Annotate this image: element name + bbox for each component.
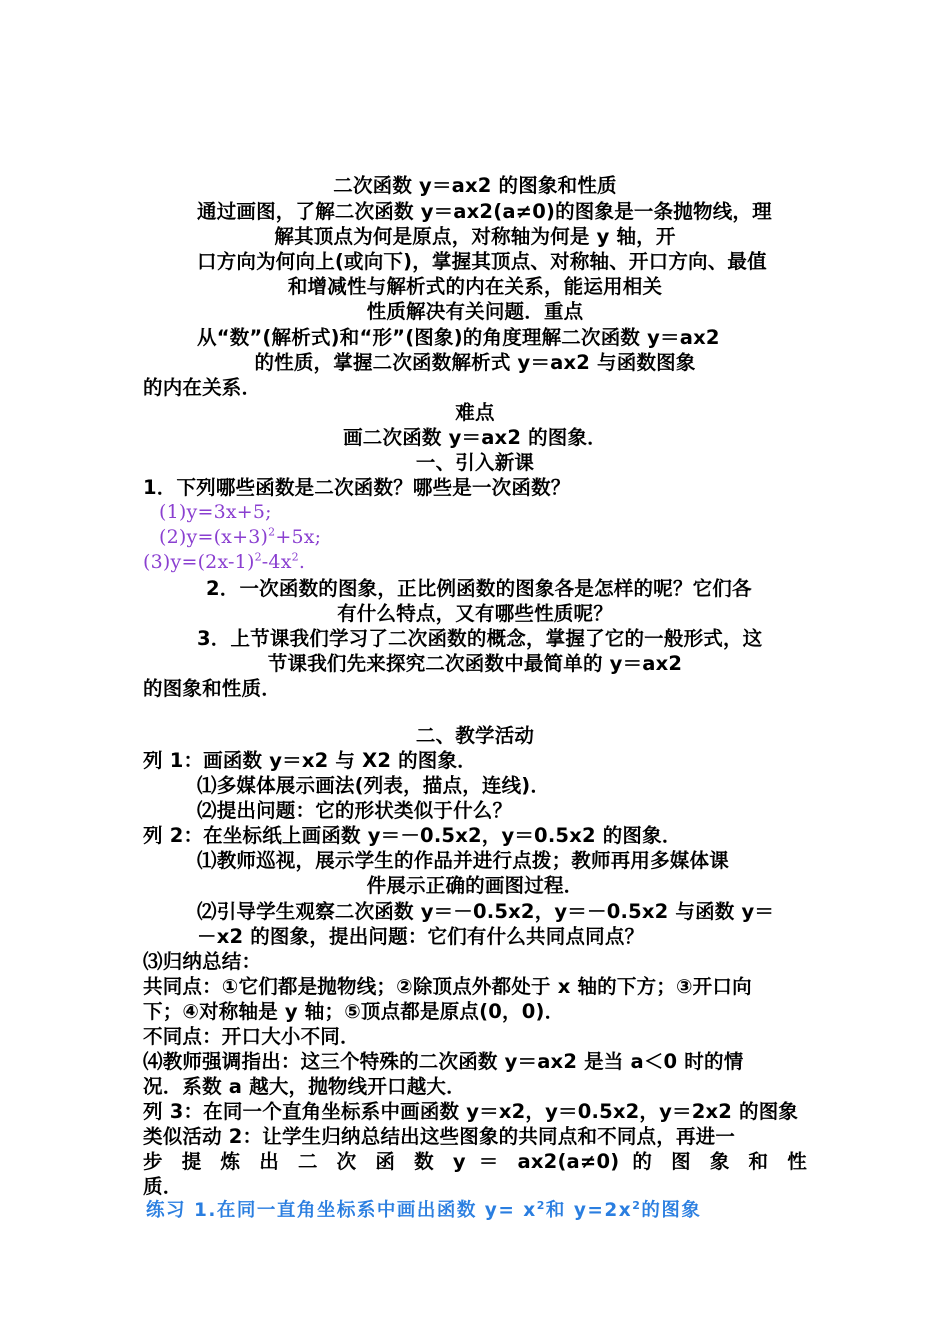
question-3-line-1: 3．上节课我们学习了二次函数的概念，掌握了它的一般形式，这 (197, 627, 763, 650)
question-3-line-3: 的图象和性质． (143, 677, 281, 700)
key-point-line-2: 的性质，掌握二次函数解析式 y＝ax2 与函数图象 (254, 351, 696, 374)
function-2: $(2)y=(x+3)^2+5x$; (159, 525, 322, 548)
difficulty-text: 画二次函数 y＝ax2 的图象． (343, 426, 607, 449)
example-2-step-1-line-2: 件展示正确的画图过程． (366, 874, 584, 897)
objective-line-4: 和增减性与解析式的内在关系，能运用相关 (287, 275, 663, 298)
objective-line-3: 口方向为何向上(或向下)，掌握其顶点、对称轴、开口方向、最值 (197, 250, 767, 273)
question-2-line-2: 有什么特点，又有哪些性质呢？ (337, 602, 613, 625)
example-3-line-1: 列 3：在同一个直角坐标系中画函数 y＝x2，y＝0.5x2，y＝2x2 的图象 (143, 1100, 799, 1123)
question-2-line-1: 2．一次函数的图象，正比例函数的图象各是怎样的呢？它们各 (206, 577, 752, 600)
objective-line-1: 通过画图，了解二次函数 y＝ax2(a≠0)的图象是一条抛物线，理 (197, 200, 772, 223)
function-1: (1)y=3x+5; (159, 501, 272, 523)
practice-1: 练习 1.在同一直角坐标系中画出函数 $y= x^2$和 $y=2x^2$的图象 (146, 1198, 702, 1221)
difficulty-heading: 难点 (455, 401, 495, 424)
example-2-step-3: ⑶归纳总结： (143, 950, 262, 973)
example-1-step-2: ⑵提出问题：它的形状类似于什么？ (197, 799, 513, 822)
example-3-line-3: 步 提 炼 出 二 次 函 数 y ＝ ax2(a≠0) 的 图 象 和 性 (143, 1150, 807, 1173)
example-2-step-4-line-1: ⑷教师强调指出：这三个特殊的二次函数 y＝ax2 是当 a＜0 时的情 (143, 1050, 744, 1073)
example-2-step-4-line-2: 况．系数 a 越大，抛物线开口越大． (143, 1075, 466, 1098)
example-3-line-4: 质． (143, 1175, 183, 1198)
common-points-line-1: 共同点：①它们都是抛物线；②除顶点外都处于 x 轴的下方；③开口向 (143, 975, 752, 998)
example-2-step-1-line-1: ⑴教师巡视，展示学生的作品并进行点拨；教师再用多媒体课 (197, 849, 729, 872)
question-1: 1．下列哪些函数是二次函数？哪些是一次函数？ (143, 476, 571, 499)
objective-line-2: 解其顶点为何是原点，对称轴为何是 y 轴，开 (274, 225, 676, 248)
example-1-step-1: ⑴多媒体展示画法(列表，描点，连线)． (197, 774, 551, 797)
example-2-step-2-line-2: －x2 的图象，提出问题：它们有什么共同点同点？ (197, 925, 645, 948)
example-2: 列 2：在坐标纸上画函数 y＝－0.5x2，y＝0.5x2 的图象． (143, 824, 682, 847)
key-point-line-1: 从“数”(解析式)和“形”(图象)的角度理解二次函数 y＝ax2 (197, 326, 720, 349)
example-2-step-2-line-1: ⑵引导学生观察二次函数 y＝－0.5x2，y＝－0.5x2 与函数 y＝ (197, 900, 775, 923)
question-3-line-2: 节课我们先来探究二次函数中最简单的 y＝ax2 (267, 652, 683, 675)
different-points: 不同点：开口大小不同． (143, 1025, 360, 1048)
document-title: 二次函数 y＝ax2 的图象和性质 (333, 174, 617, 197)
section-1-heading: 一、引入新课 (415, 451, 535, 474)
section-2-heading: 二、教学活动 (415, 724, 535, 747)
function-3: $(3)y=(2x-1)^2-4x^2$. (143, 550, 306, 573)
common-points-line-2: 下；④对称轴是 y 轴；⑤顶点都是原点(0，0)． (143, 1000, 565, 1023)
example-1: 列 1：画函数 y＝x2 与 X2 的图象． (143, 749, 477, 772)
example-3-line-2: 类似活动 2：让学生归纳总结出这些图象的共同点和不同点，再进一 (143, 1125, 736, 1148)
objective-line-5: 性质解决有关问题．重点 (366, 300, 584, 323)
key-point-line-3: 的内在关系． (143, 376, 262, 399)
